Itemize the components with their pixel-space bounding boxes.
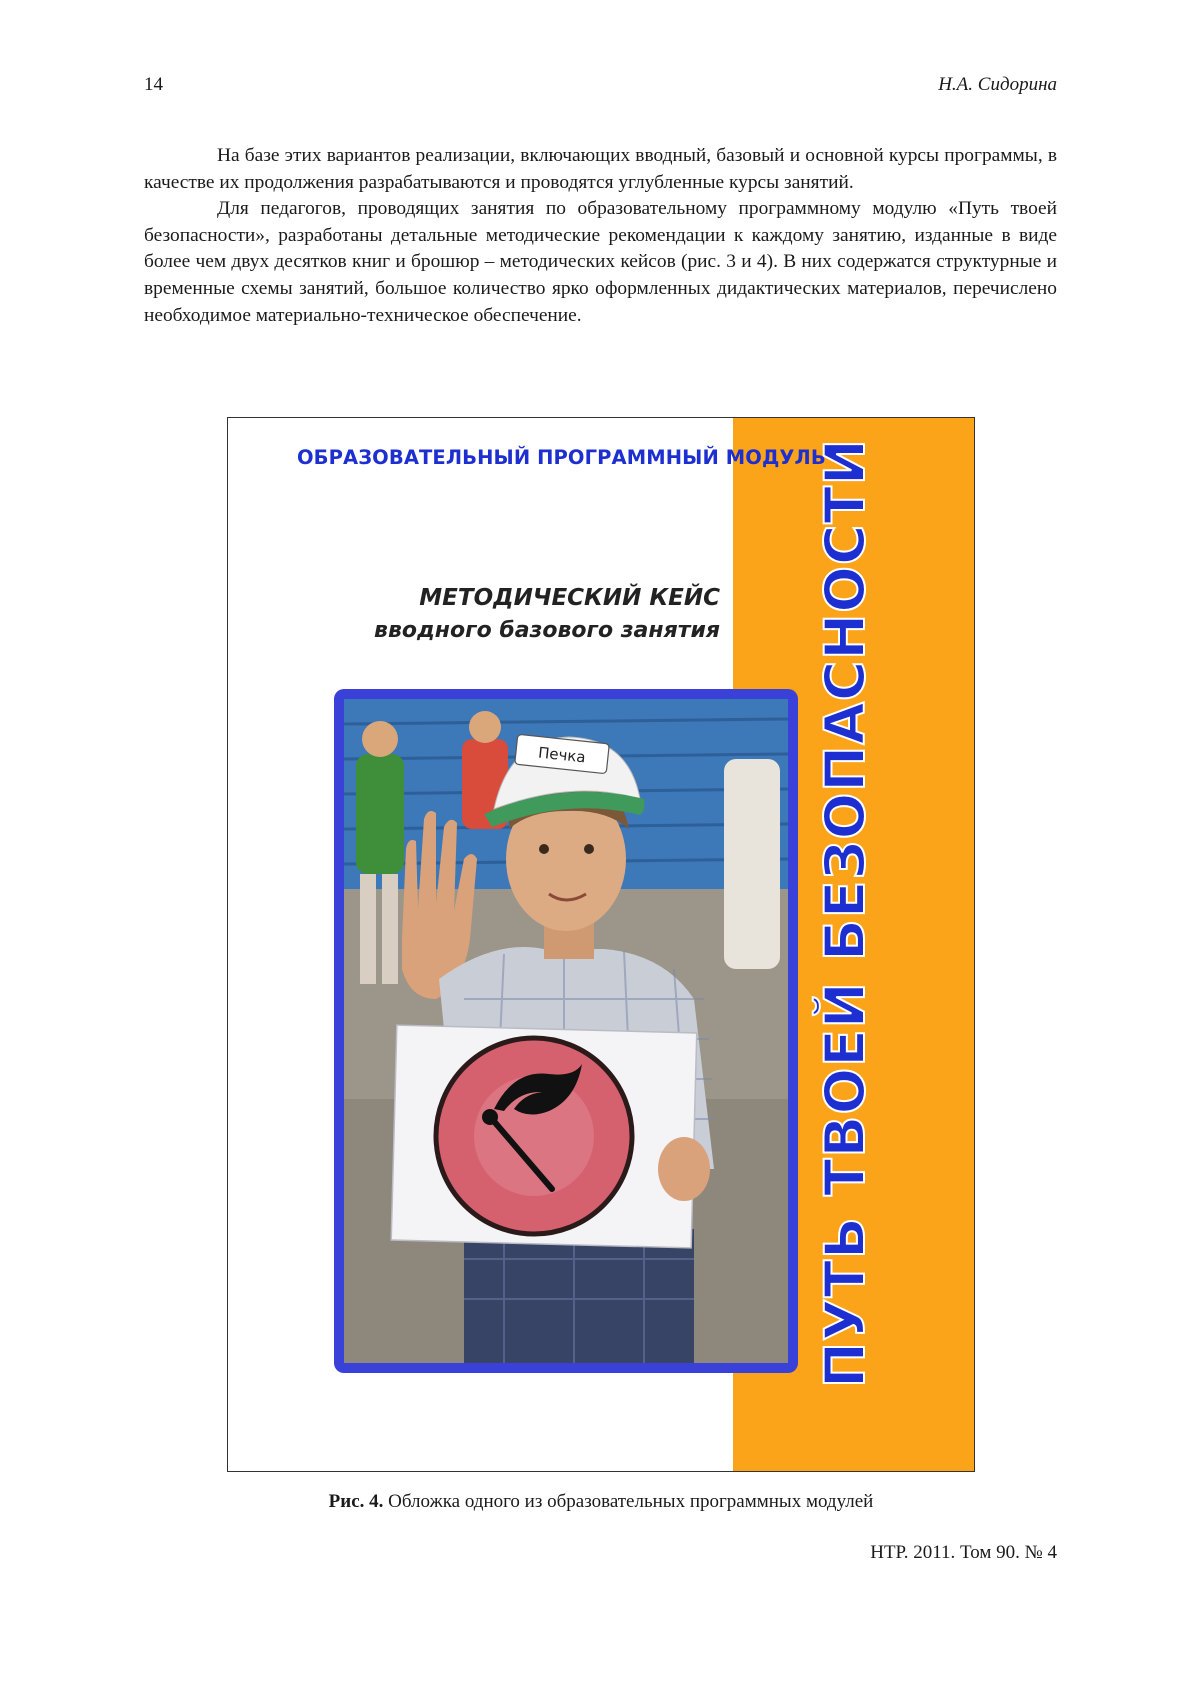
cover-photo [344, 699, 788, 1363]
page-number: 14 [144, 74, 163, 95]
background-child-green [356, 754, 404, 874]
paragraph-2: Для педагогов, проводящих занятия по образовательному программному модулю «Путь твоей безопасности», разработаны детальные методические рекомендации к каждому занятию, изданные в виде более чем двух десятков книг и брошюр – методических кейсов (рис. 3 и 4). В них содержатся структурные и временные схемы занятий, большое количество ярко оформленных дидактических материалов, перечислено необходимое материально-техническое обеспечение. [144, 198, 1057, 326]
cover-case-title: МЕТОДИЧЕСКИЙ КЕЙС [419, 585, 720, 611]
background-child-head [469, 711, 501, 743]
match-head [482, 1109, 498, 1125]
cover-vertical-title-text: ПУТЬ ТВОЕЙ БЕЗОПАСНОСТИ [813, 438, 877, 1388]
paragraph-1: На базе этих вариантов реализации, включающих вводный, базовый и основной курсы программы, в качестве их продолжения разрабатываются и проводятся углубленные курсы занятий. [144, 145, 1057, 193]
caption-text: Обложка одного из образовательных программных модулей [388, 1491, 874, 1512]
background-child-leg [382, 874, 398, 984]
running-head-author: Н.А. Сидорина [938, 74, 1057, 95]
photo-frame [334, 689, 798, 1373]
journal-footer: НТР. 2011. Том 90. № 4 [870, 1542, 1057, 1563]
boy-eye [539, 844, 549, 854]
cover-module-heading: ОБРАЗОВАТЕЛЬНЫЙ ПРОГРАММНЫЙ МОДУЛЬ [297, 446, 826, 469]
body-text [144, 143, 1057, 329]
holding-hand [658, 1137, 710, 1201]
boy-shorts [464, 1229, 694, 1363]
boy-eye [584, 844, 594, 854]
background-adult [724, 759, 780, 969]
cap-label: Печка [537, 743, 587, 767]
background-child-head [362, 721, 398, 757]
figure-caption [227, 1491, 975, 1513]
cover-case-subtitle: вводного базового занятия [374, 618, 720, 643]
caption-label: Рис. 4. [328, 1491, 384, 1512]
figure-cover [227, 417, 975, 1472]
photo-illustration [344, 699, 788, 1363]
background-child-leg [360, 874, 376, 984]
